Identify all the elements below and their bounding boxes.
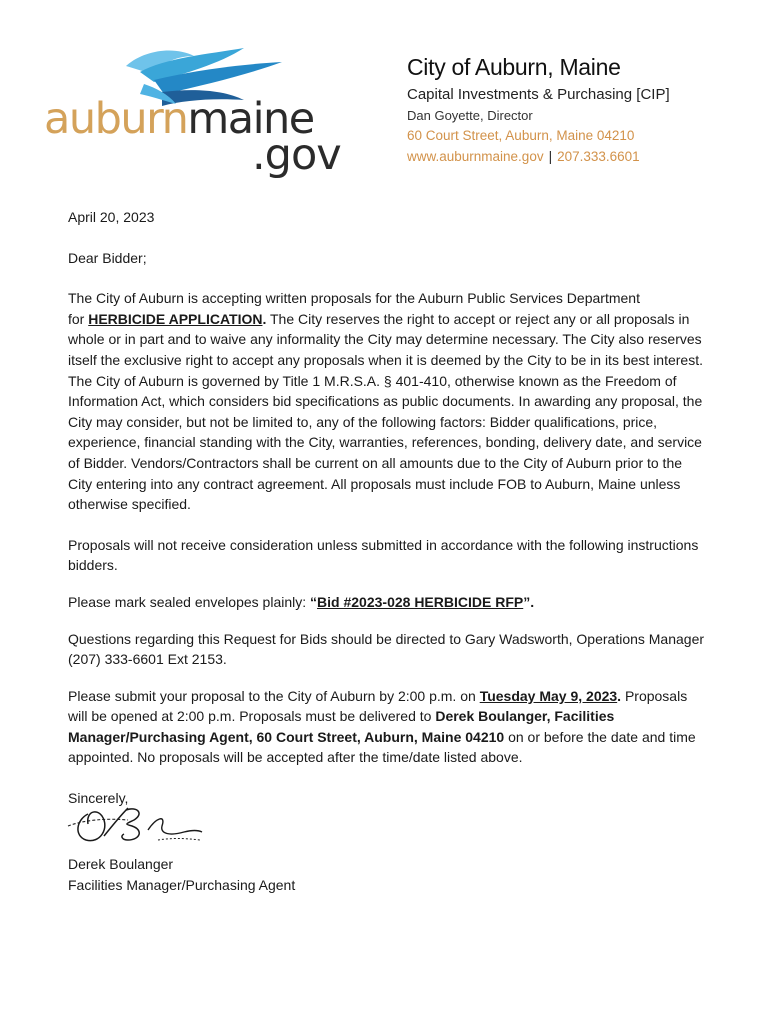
rfp-subject-period: . — [262, 310, 267, 327]
envelope-close-quote: ”. — [523, 593, 535, 610]
paragraph-intro-pre: for — [68, 310, 89, 327]
website-link[interactable]: www.auburnmaine.gov — [407, 149, 544, 164]
office-address: 60 Court Street, Auburn, Maine 04210 — [407, 128, 635, 143]
contact-line — [407, 146, 757, 167]
logo-word-auburn: auburn — [44, 94, 188, 144]
auburn-maine-logo — [44, 44, 341, 180]
paragraph-intro-line1: The City of Auburn is accepting written proposals for the Auburn Public Services Department — [68, 290, 640, 307]
letterhead — [407, 52, 757, 167]
signature-image — [66, 800, 206, 852]
signer-title: Facilities Manager/Purchasing Agent — [68, 876, 296, 893]
signer-name: Derek Boulanger — [68, 856, 174, 872]
submission-mid: Proposals will be opened at 2:00 p.m. Proposals must be delivered to — [68, 687, 688, 725]
salutation: Dear Bidder; — [68, 249, 147, 266]
rfp-subject: HERBICIDE APPLICATION — [88, 310, 263, 327]
due-date: Tuesday May 9, 2023 — [479, 687, 618, 704]
signer-block — [68, 854, 295, 895]
envelope-open-quote: “ — [310, 593, 318, 610]
bid-number: Bid #2023-028 HERBICIDE RFP — [317, 593, 524, 610]
contact-separator: | — [548, 149, 553, 164]
logo-word-maine: maine — [187, 94, 314, 144]
paragraph-intro-rest: The City reserves the right to accept or reject any or all proposals in whole or in part and to waive any informality the City may determine necessary. The City also reserves itself the exclusive right to accept any proposals when it is deemed by the City to be in its best interest. The City of Auburn is governed by Title 1 M.R.S.A. § 401-410, otherwise known as the Freedom of Information Act, which considers bid specifications as public documents. In awarding any proposal, the City may consider, but not be limited to, any of the following factors: Bidder qualifications, price, experience, financial standing with the City, warranties, references, bonding, delivery date, and service of Bidder. Vendors/Contractors shall be current on all amounts due to the City of Auburn prior to the City entering into any contract agreement. All proposals must include FOB to Auburn, Maine unless otherwise specified. — [68, 310, 703, 513]
letter-date: April 20, 2023 — [68, 209, 155, 225]
delivery-address: Derek Boulanger, Facilities Manager/Purchasing Agent, 60 Court Street, Auburn, Maine 04210 — [68, 708, 615, 745]
paragraph-instructions: Proposals will not receive consideration unless submitted in accordance with the following instructions bidders. — [68, 536, 699, 574]
submission-rest: on or before the date and time appointed. No proposals will be accepted after the time/date listed above. — [68, 728, 696, 766]
logo-word-gov: .gov — [252, 130, 341, 180]
closing: Sincerely, — [68, 790, 129, 807]
submission-pre: Please submit your proposal to the City of Auburn by 2:00 p.m. on — [68, 687, 480, 704]
paragraph-submission — [68, 686, 708, 768]
phone-number: 207.333.6601 — [557, 149, 640, 164]
due-date-period: . — [617, 687, 622, 704]
letter-body — [68, 207, 708, 809]
page-title: City of Auburn, Maine — [407, 54, 621, 80]
director-name: Dan Goyette, Director — [407, 108, 533, 123]
department-name: Capital Investments & Purchasing [CIP] — [407, 86, 670, 103]
paragraph-envelope — [68, 592, 708, 613]
envelope-pre: Please mark sealed envelopes plainly: — [68, 593, 311, 610]
paragraph-intro — [68, 288, 708, 515]
paragraph-questions: Questions regarding this Request for Bids should be directed to Gary Wadsworth, Operations Manager (207) 333-6601 Ext 2153. — [68, 630, 705, 668]
